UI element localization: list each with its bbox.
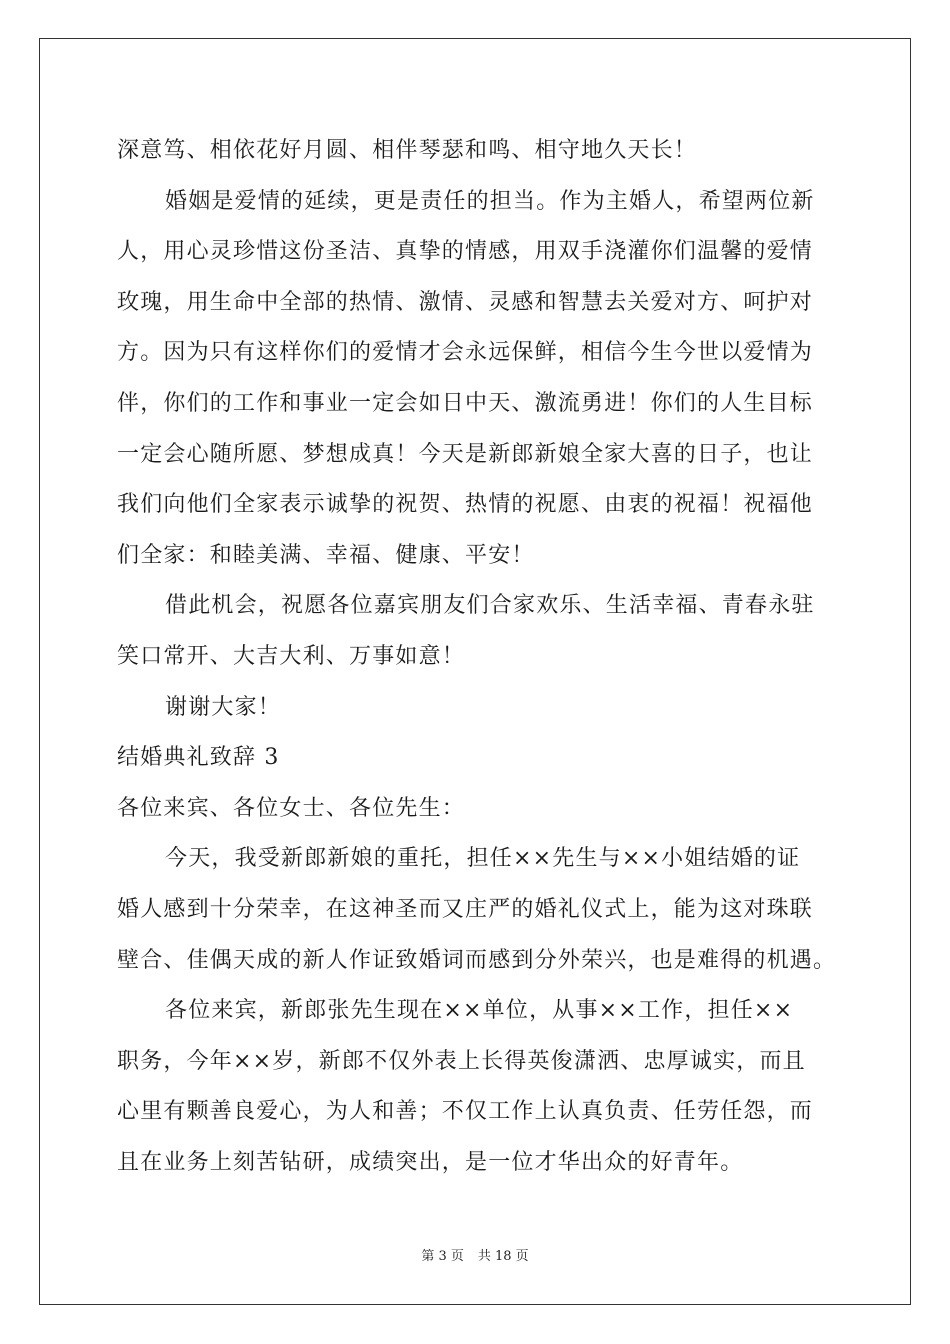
text-line-10: 借此机会，祝愿各位嘉宾朋友们合家欢乐、生活幸福、青春永驻 <box>165 593 815 619</box>
page-footer <box>0 1248 950 1266</box>
text-line-20: 心里有颗善良爱心，为人和善；不仅工作上认真负责、任劳任怨，而 <box>117 1099 814 1125</box>
text-line-18: 各位来宾，新郎张先生现在××单位，从事××工作，担任×× <box>165 998 794 1024</box>
text-line-12: 谢谢大家！ <box>165 694 282 720</box>
text-line-3: 人，用心灵珍惜这份圣洁、真挚的情感，用双手浇灌你们温馨的爱情 <box>117 239 814 265</box>
text-line-6: 伴，你们的工作和事业一定会如日中天、激流勇进！你们的人生目标 <box>117 390 814 416</box>
page-number: 第 3 页 <box>421 1249 464 1264</box>
text-line-16: 婚人感到十分荣幸，在这神圣而又庄严的婚礼仪式上，能为这对珠联 <box>117 896 814 922</box>
text-line-17: 壁合、佳偶天成的新人作证致婚词而感到分外荣兴，也是难得的机遇。 <box>117 947 837 973</box>
text-line-21: 且在业务上刻苦钻研，成绩突出，是一位才华出众的好青年。 <box>117 1149 744 1175</box>
text-line-2: 婚姻是爱情的延续，更是责任的担当。作为主婚人，希望两位新 <box>165 188 815 214</box>
text-line-11: 笑口常开、大吉大利、万事如意！ <box>117 643 466 669</box>
text-line-7: 一定会心随所愿、梦想成真！今天是新郎新娘全家大喜的日子，也让 <box>117 441 814 467</box>
page-total: 共 18 页 <box>477 1249 529 1264</box>
text-line-9: 们全家：和睦美满、幸福、健康、平安！ <box>117 542 535 568</box>
text-line-15: 今天，我受新郎新娘的重托，担任××先生与××小姐结婚的证 <box>165 846 801 872</box>
text-line-8: 我们向他们全家表示诚挚的祝贺、热情的祝愿、由衷的祝福！祝福他 <box>117 492 814 518</box>
salutation: 各位来宾、各位女士、各位先生： <box>117 795 466 821</box>
text-line-4: 玫瑰，用生命中全部的热情、激情、灵感和智慧去关爱对方、呵护对 <box>117 289 814 315</box>
section-heading: 结婚典礼致辞 3 <box>117 745 280 771</box>
text-line-1: 深意笃、相依花好月圆、相伴琴瑟和鸣、相守地久天长！ <box>117 138 698 163</box>
text-line-5: 方。因为只有这样你们的爱情才会永远保鲜，相信今生今世以爱情为 <box>117 340 814 366</box>
document-body <box>117 126 837 1188</box>
text-line-19: 职务，今年××岁，新郎不仅外表上长得英俊潇洒、忠厚诚实，而且 <box>117 1048 806 1074</box>
